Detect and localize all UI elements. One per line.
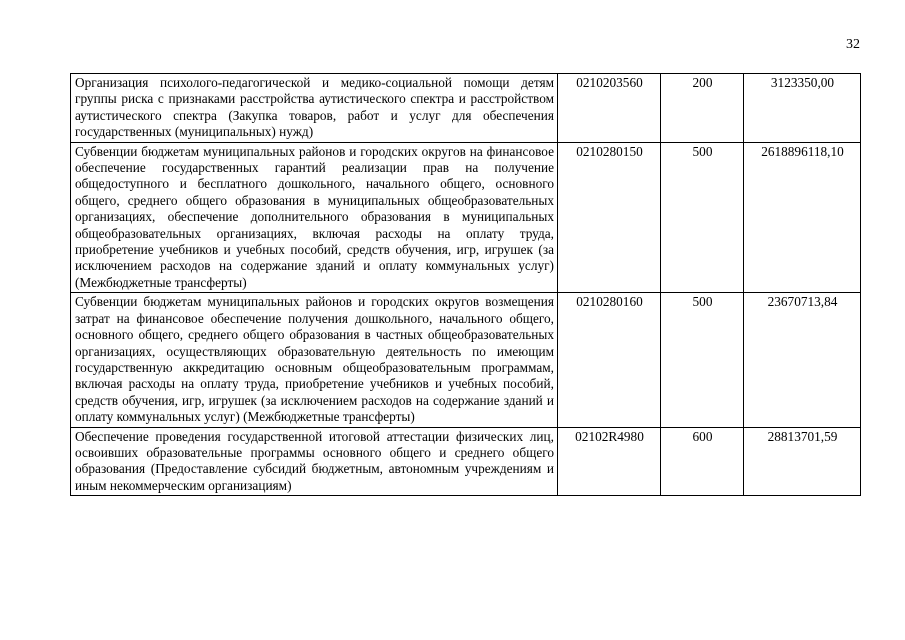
row-expense-type: 500 bbox=[661, 293, 744, 427]
row-code: 0210280160 bbox=[558, 293, 661, 427]
row-expense-type: 200 bbox=[661, 74, 744, 143]
row-code: 0210280150 bbox=[558, 142, 661, 293]
table-row bbox=[71, 293, 861, 427]
row-expense-type: 600 bbox=[661, 427, 744, 496]
row-description: Субвенции бюджетам муниципальных районов и городских округов возмещения затрат на финансовое обеспечение получения дошкольного, начального общего, основного общего, среднего общего образования в частных общеобразовательных организациях, осуществляющих образовательную деятельность по имеющим государственную аккредитацию основным общеобразовательным программам, включая расходы на оплату труда, приобретение учебников и учебных пособий, средств обучения, игр, игрушек (за исключением расходов на содержание зданий и оплату коммунальных услуг) (Межбюджетные трансферты) bbox=[71, 293, 558, 427]
row-amount: 3123350,00 bbox=[744, 74, 861, 143]
row-description: Обеспечение проведения государственной итоговой аттестации физических лиц, освоивших образовательные программы основного общего и среднего общего образования (Предоставление субсидий бюджетным, автономным учреждениям и иным некоммерческим организациям) bbox=[71, 427, 558, 496]
row-amount: 23670713,84 bbox=[744, 293, 861, 427]
row-code: 02102R4980 bbox=[558, 427, 661, 496]
row-description: Субвенции бюджетам муниципальных районов и городских округов на финансовое обеспечение государственных гарантий реализации прав на получение общедоступного и бесплатного дошкольного, начального общего, основного общего, среднего общего образования в муниципальных общеобразовательных организациях, обеспечение дополнительного образования в муниципальных общеобразовательных организациях, включая расходы на оплату труда, приобретение учебников и учебных пособий, средств обучения, игр, игрушек (за исключением расходов на содержание зданий и оплату коммунальных услуг) (Межбюджетные трансферты) bbox=[71, 142, 558, 293]
table-row bbox=[71, 142, 861, 293]
page-number: 32 bbox=[846, 37, 860, 52]
table-row bbox=[71, 427, 861, 496]
row-amount: 2618896118,10 bbox=[744, 142, 861, 293]
row-code: 0210203560 bbox=[558, 74, 661, 143]
table-row bbox=[71, 74, 861, 143]
budget-table bbox=[70, 73, 861, 496]
row-description: Организация психолого-педагогической и медико-социальной помощи детям группы риска с признаками расстройства аутистического спектра и расстройством аутистического спектра (Закупка товаров, работ и услуг для обеспечения государственных (муниципальных) нужд) bbox=[71, 74, 558, 143]
row-amount: 28813701,59 bbox=[744, 427, 861, 496]
row-expense-type: 500 bbox=[661, 142, 744, 293]
